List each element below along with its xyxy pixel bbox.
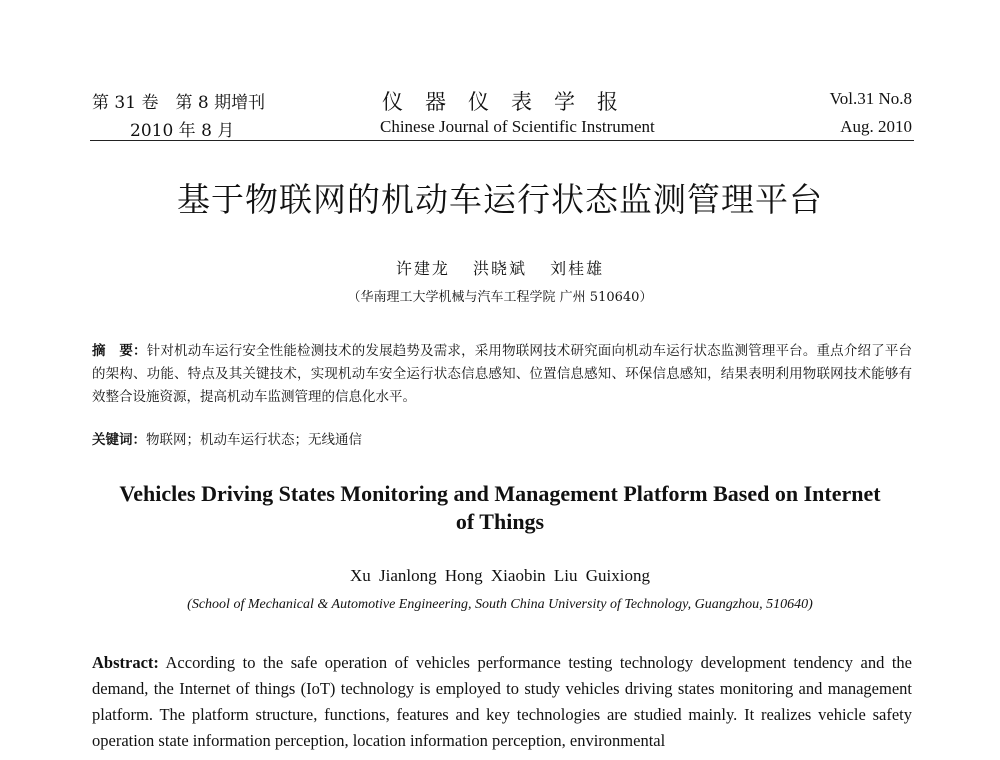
header-rule bbox=[90, 140, 914, 141]
issue-date-cn: 2010 年 8 月 bbox=[130, 121, 235, 141]
keywords-cn bbox=[92, 428, 912, 448]
authors-en: Xu Jianlong Hong Xiaobin Liu Guixiong bbox=[349, 566, 650, 585]
affiliation-cn: （华南理工大学机械与汽车工程学院 广州 510640） bbox=[347, 290, 653, 305]
journal-name-en: Chinese Journal of Scientific Instrument bbox=[380, 117, 655, 136]
paper-title-cn: 基于物联网的机动车运行状态监测管理平台 bbox=[177, 180, 823, 219]
journal-name-cn: 仪器仪表学报 bbox=[382, 90, 640, 114]
journal-header bbox=[92, 88, 912, 144]
abstract-label-cn: 摘 要： bbox=[92, 343, 147, 359]
abstract-cn bbox=[92, 340, 912, 409]
affiliation-en: (School of Mechanical & Automotive Engineering, South China University of Technology, Guangzhou, 510640) bbox=[187, 597, 813, 612]
issue-date-en: Aug. 2010 bbox=[840, 117, 912, 136]
volume-issue: 第 31 卷 第 8 期增刊 bbox=[92, 93, 266, 113]
abstract-text-en: According to the safe operation of vehicles performance testing technology development tendency and the demand, the Internet of things (IoT) technology is employed to study vehicles driving states monitoring and management platform. The platform structure, functions, features and key technologies are studied mainly. It realizes vehicle safety operation state information perception, location information perception, environmental bbox=[92, 653, 912, 750]
keywords-label-cn: 关键词： bbox=[92, 432, 146, 448]
keywords-text-cn: 物联网；机动车运行状态；无线通信 bbox=[146, 432, 362, 448]
authors-cn: 许建龙 洪晓斌 刘桂雄 bbox=[395, 259, 605, 278]
paper-title-en: Vehicles Driving States Monitoring and Management Platform Based on Internet of Things bbox=[119, 481, 881, 534]
abstract-text-cn: 针对机动车运行安全性能检测技术的发展趋势及需求，采用物联网技术研究面向机动车运行状态监测管理平台。重点介绍了平台的架构、功能、特点及其关键技术，实现机动车安全运行状态信息感知、位置信息感知、环保信息感知，结果表明利用物联网技术能够有效整合设施资源，提高机动车监测管理的信息化水平。 bbox=[92, 343, 913, 405]
abstract-label-en: Abstract: bbox=[92, 653, 159, 672]
volume-number-en: Vol.31 No.8 bbox=[829, 89, 912, 108]
abstract-en bbox=[92, 650, 912, 754]
